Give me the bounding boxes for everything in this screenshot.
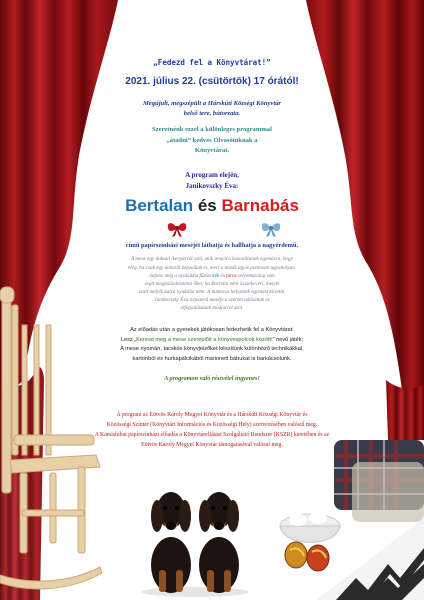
program-author: Janikovszky Éva:: [185, 182, 239, 191]
synopsis-blue-word: kék: [212, 272, 220, 279]
synopsis-line: A mese egy dakszli ikerpárról szól, akik annyira hasonlítanak egymásra, hogy: [131, 256, 293, 263]
synopsis-line: elfogadásának módjairól szól.: [180, 304, 244, 311]
renovation-text: [70, 99, 354, 119]
program-lead: A program elején,: [185, 171, 239, 180]
story-headline: [70, 196, 354, 218]
synopsis-text: és: [219, 272, 227, 279]
synopsis-text: Sajnos még a nyakukba fűzött: [149, 272, 213, 279]
sponsor-line: Közösségi Színtér (Könyvtári Információs és Közösségi Hely) szervezésében valósul meg.: [106, 421, 318, 428]
free-entry-note: A programon való részvétel ingyenes!: [164, 375, 260, 383]
activity-text: Lesz „: [120, 336, 137, 343]
invitation-line: Könyvtárat.: [194, 146, 230, 154]
program-subtitle: című papírszínházi meséjét láthatja és hallhatja a nagyérdemű.: [125, 242, 299, 250]
dachshund-twins-photo: [135, 470, 255, 598]
red-bow-icon: [166, 220, 188, 238]
synopsis-line: segít megkülönböztetni őket, ha Borbála néni összekeveri, melyik: [144, 280, 280, 287]
synopsis-text: selyemszalag sem: [236, 272, 275, 279]
synopsis-line: [76, 272, 348, 280]
renovation-line: Megújult, megszépült a Hárskúti Községi Könyvtár: [142, 100, 282, 107]
pillows-and-decor-photo: [276, 438, 424, 600]
activity-line: A mese nyomán, tacskós könyvjelzőket készítünk különböző technikákkal,: [120, 346, 304, 353]
game-name: Keresd meg a mese szereplőit a könyvespolcok között!: [136, 336, 273, 343]
sponsor-line: A program az Eötvös Károly Megyei Könyvtár és a Hárskúti Községi Könyvtár és: [116, 412, 308, 418]
event-title: „Fedezd fel a Könyvtárat!”: [153, 58, 271, 67]
program-intro: [70, 170, 354, 192]
blue-bow-icon: [260, 220, 282, 238]
sponsor-line: A Kamishibai papírszínházi előadás a Könyvtárellátási Szolgáltató Rendszer (KSZR) keretében és az: [94, 431, 330, 438]
headline-name-bertalan: Bertalan: [125, 196, 194, 216]
event-date: 2021. július 22. (csütörtök) 17 órától!: [125, 76, 299, 87]
flyer-content: [70, 58, 354, 382]
activity-line: [70, 336, 354, 346]
activity-text: ” nevű játék;: [272, 336, 304, 343]
synopsis-line: szalt melyik kutya nyakába tette. A humoros helyzetek egymást követik.: [138, 288, 286, 295]
invitation-text: [70, 125, 354, 156]
activity-line: kartonból és hurkapálcikából marionett bábukat is barkácsolunk.: [132, 356, 292, 363]
invitation-line: „átadni” kedves Olvasóinknak a: [166, 136, 258, 144]
synopsis-line: Janikovszky Éva népszerű meséje a szerzet adásának és: [154, 296, 270, 303]
headline-name-barnabas: Barnabás: [221, 196, 299, 216]
headline-and: és: [193, 196, 222, 216]
renovation-line: belső tere, bútorzata.: [183, 110, 241, 118]
sponsor-line: Eötvös Károly Megyei Könyvtár támogatásával valósul meg.: [141, 441, 283, 448]
invitation-line: Szeretnénk ezzel a különleges programmal: [152, 126, 272, 134]
story-synopsis: [76, 255, 348, 311]
rocking-chair-illustration: [0, 285, 104, 595]
activity-line: Az előadás után a gyerekek játékosan fedezhetik fel a Könyvtárat:: [130, 326, 294, 333]
bows-row: [70, 218, 354, 240]
synopsis-line: elég, ha csak egy dakszlit képzelünk el, mert a másik ugyis pontosan ugyanolyan.: [127, 264, 297, 271]
after-show-activities: [70, 326, 354, 365]
synopsis-red-word: piros: [226, 272, 237, 279]
